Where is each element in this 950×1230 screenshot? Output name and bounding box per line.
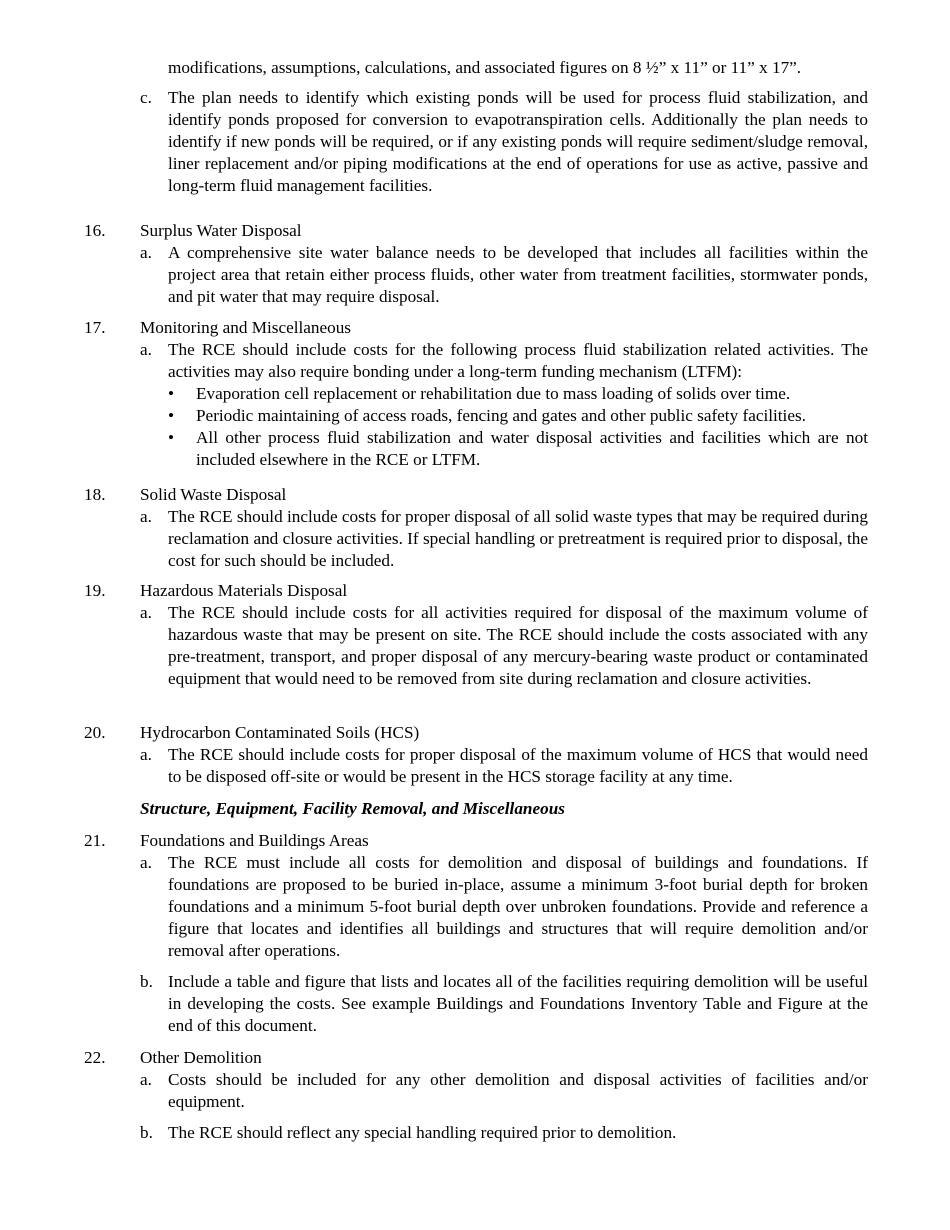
section-title: Surplus Water Disposal — [140, 221, 302, 240]
item-text: A comprehensive site water balance needs to be developed that includes all facilities within the project area that retain either process fluids, other water from treatment facilities, stormwater ponds, and pit water that may require disposal. — [168, 243, 868, 306]
bullet-text: Evaporation cell replacement or rehabilitation due to mass loading of solids over time. — [196, 384, 791, 403]
list-item-a — [140, 744, 868, 788]
item-label: c. — [140, 88, 152, 107]
bullet-icon: • — [168, 428, 175, 447]
item-label: a. — [140, 243, 152, 262]
item-label: a. — [140, 1070, 152, 1089]
list-item-a — [140, 602, 868, 690]
section-title: Solid Waste Disposal — [140, 485, 287, 504]
section-title: Other Demolition — [140, 1048, 262, 1067]
item-label: a. — [140, 340, 152, 359]
list-item-a — [140, 1069, 868, 1113]
bullet-text: Periodic maintaining of access roads, fencing and gates and other public safety facilities. — [196, 406, 806, 425]
item-label: b. — [140, 972, 153, 991]
section-number: 17. — [84, 318, 106, 337]
section-17 — [84, 317, 868, 471]
section-number: 22. — [84, 1048, 106, 1067]
section-number: 20. — [84, 723, 106, 742]
item-label: a. — [140, 603, 152, 622]
section-title: Hazardous Materials Disposal — [140, 581, 348, 600]
list-item-a — [140, 852, 868, 962]
bullet-item — [168, 427, 868, 471]
section-subheading: Structure, Equipment, Facility Removal, and Miscellaneous — [140, 799, 565, 818]
bullet-text: All other process fluid stabilization and water disposal activities and facilities which are not included elsewhere in the RCE or LTFM. — [196, 428, 868, 469]
section-number: 18. — [84, 485, 106, 504]
item-text: The plan needs to identify which existing ponds will be used for process fluid stabilization, and identify ponds proposed for conversion to evapotranspiration cells. Additionally the plan needs to identify if new ponds will be required, or if any existing ponds will require sediment/sludge removal, liner replacement and/or piping modifications at the end of operations for use as active, passive and long-term fluid management facilities. — [168, 88, 868, 195]
section-title: Monitoring and Miscellaneous — [140, 318, 351, 337]
section-number: 16. — [84, 221, 106, 240]
section-20 — [84, 722, 868, 788]
continuation-text: modifications, assumptions, calculations, and associated figures on 8 ½” x 11” or 11” x 17”. — [168, 58, 802, 77]
bullet-item — [168, 383, 868, 405]
item-text: The RCE should include costs for proper disposal of the maximum volume of HCS that would need to be disposed off-site or would be present in the HCS storage facility at any time. — [168, 745, 868, 786]
section-22 — [84, 1047, 868, 1144]
item-label: a. — [140, 745, 152, 764]
list-item-a — [140, 506, 868, 572]
section-18 — [84, 484, 868, 572]
item-text: The RCE should include costs for all activities required for disposal of the maximum volume of hazardous waste that may be present on site. The RCE should include the costs associated with any pre-treatment, transport, and proper disposal of any mercury-bearing waste product or contaminated equipment that would need to be removed from site during reclamation and closure activities. — [168, 603, 868, 688]
section-21 — [84, 830, 868, 1037]
list-item-a — [140, 242, 868, 308]
item-label: b. — [140, 1123, 153, 1142]
item-text: The RCE should reflect any special handling required prior to demolition. — [168, 1123, 677, 1142]
section-16 — [84, 220, 868, 308]
section-title: Foundations and Buildings Areas — [140, 831, 369, 850]
section-title: Hydrocarbon Contaminated Soils (HCS) — [140, 723, 420, 742]
bullet-icon: • — [168, 406, 175, 425]
item-label: a. — [140, 853, 152, 872]
list-item-b — [140, 1122, 868, 1144]
item-text: The RCE should include costs for the following process fluid stabilization related activities. The activities may also require bonding under a long-term funding mechanism (LTFM): — [168, 340, 868, 381]
bullet-icon: • — [168, 384, 175, 403]
item-text: Costs should be included for any other demolition and disposal activities of facilities and/or equipment. — [168, 1070, 868, 1111]
item-text: The RCE must include all costs for demolition and disposal of buildings and foundations. If foundations are proposed to be buried in-place, assume a minimum 3-foot burial depth for broken foundations and a minimum 5-foot burial depth over unbroken foundations. Provide and reference a figure that locates and identifies all buildings and structures that will require demolition and/or removal after operations. — [168, 853, 868, 960]
list-item-a — [140, 339, 868, 383]
section-19 — [84, 580, 868, 690]
section-number: 19. — [84, 581, 106, 600]
list-item-c — [140, 87, 868, 197]
bullet-item — [168, 405, 868, 427]
item-label: a. — [140, 507, 152, 526]
item-text: The RCE should include costs for proper disposal of all solid waste types that may be required during reclamation and closure activities. If special handling or pretreatment is required prior to disposal, the cost for such should be included. — [168, 507, 868, 570]
item-text: Include a table and figure that lists and locates all of the facilities requiring demolition will be useful in developing the costs. See example Buildings and Foundations Inventory Table and Figure at the end of this document. — [168, 972, 868, 1035]
list-item-b — [140, 971, 868, 1037]
section-number: 21. — [84, 831, 106, 850]
